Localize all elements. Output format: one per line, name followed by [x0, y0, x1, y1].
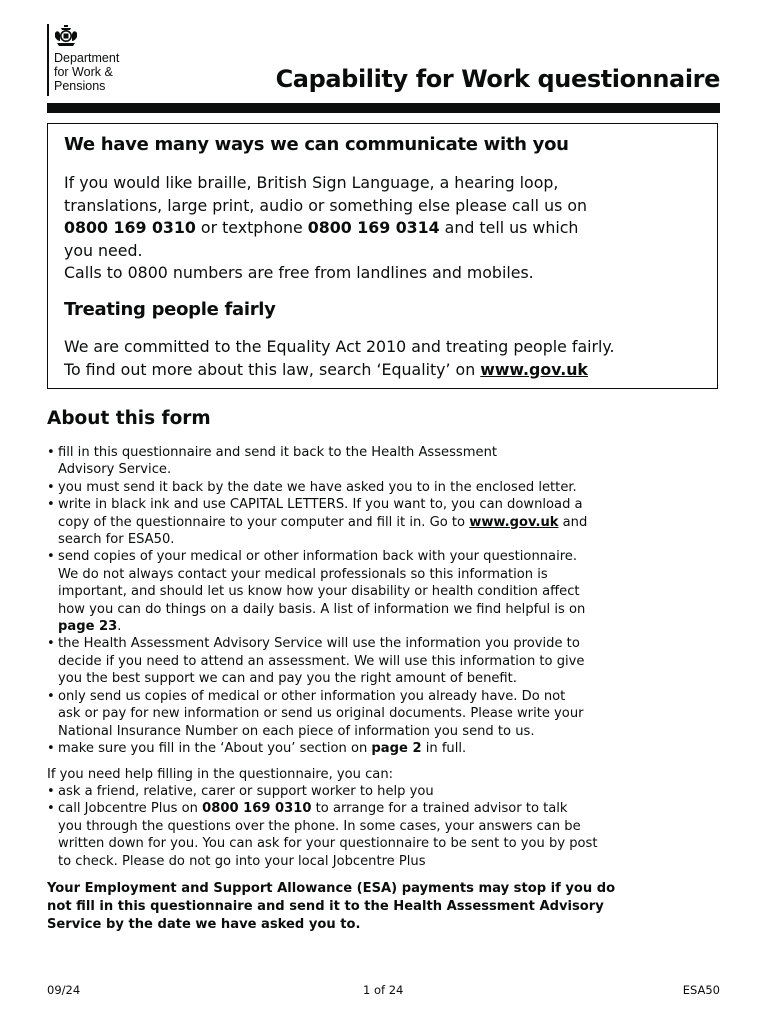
text-segment: call Jobcentre Plus on	[58, 801, 203, 817]
text-line: We do not always contact your medical professionals so this information is	[58, 566, 548, 582]
phone-number: 0800 169 0310	[64, 218, 196, 237]
list-item	[47, 496, 647, 548]
list-item	[47, 783, 647, 800]
text-line	[58, 514, 647, 531]
text-segment: to arrange for a trained advisor to talk	[311, 801, 568, 817]
text-line: • only send us copies of medical or other information you already have. Do not	[58, 688, 566, 704]
text-segment: copy of the questionnaire to your computer and fill it in. Go to	[58, 514, 470, 530]
communication-paragraph	[64, 172, 664, 262]
text-line: • ask a friend, relative, carer or support worker to help you	[58, 784, 434, 799]
text-line: We are committed to the Equality Act 2010 and treating people fairly.	[64, 337, 615, 356]
communication-heading: We have many ways we can communicate with you	[64, 134, 569, 155]
text-line	[58, 618, 647, 635]
text-segment: or textphone	[195, 218, 308, 237]
logo-rule	[47, 24, 49, 96]
about-heading: About this form	[47, 408, 211, 429]
fairness-paragraph	[64, 336, 664, 381]
text-line: how you can do things on a daily basis. A list of information we find helpful is on	[58, 601, 586, 617]
text-line	[58, 800, 647, 817]
list-item	[47, 740, 647, 757]
text-line: • write in black ink and use CAPITAL LETTERS. If you want to, you can download a	[58, 497, 583, 513]
text-line: ask or pay for new information or send us original documents. Please write your	[58, 706, 584, 722]
gov-uk-link[interactable]: www.gov.uk	[469, 514, 559, 530]
department-line: Pensions	[54, 79, 106, 93]
list-item	[47, 688, 647, 740]
page-reference: page 2	[371, 740, 422, 756]
royal-crest-icon	[53, 24, 79, 48]
fairness-heading: Treating people fairly	[64, 299, 276, 320]
list-item	[47, 479, 647, 496]
text-segment: .	[117, 619, 122, 635]
text-line: to check. Please do not go into your local Jobcentre Plus	[58, 853, 426, 869]
text-line	[64, 217, 664, 240]
help-list	[47, 783, 647, 870]
text-line: you need.	[64, 240, 143, 260]
form-code: ESA50	[682, 983, 720, 997]
text-line: • you must send it back by the date we have asked you to in the enclosed letter.	[58, 479, 577, 495]
text-line: • fill in this questionnaire and send it back to the Health Assessment	[58, 445, 497, 460]
phone-number: 0800 169 0310	[202, 801, 312, 817]
text-line: important, and should let us know how your disability or health condition affect	[58, 584, 580, 600]
text-line	[64, 359, 664, 382]
dwp-logo	[47, 24, 147, 99]
textphone-number: 0800 169 0314	[307, 218, 440, 237]
text-line: If you would like braille, British Sign Language, a hearing loop,	[64, 173, 559, 192]
page-reference: page 23	[58, 619, 118, 635]
page-number: 1 of 24	[363, 983, 404, 997]
free-calls-note	[64, 262, 664, 285]
list-item	[47, 444, 647, 479]
text-line: Advisory Service.	[58, 462, 172, 478]
text-line: you through the questions over the phone. In some cases, your answers can be	[58, 818, 581, 834]
payment-warning	[47, 880, 615, 934]
department-name	[54, 51, 119, 93]
text-segment: To find out more about this law, search ‘Equality’ on	[64, 359, 481, 379]
text-segment: and	[558, 514, 588, 530]
help-intro: If you need help filling in the questionnaire, you can:	[47, 767, 394, 782]
text-line	[58, 740, 647, 757]
communication-info-box	[47, 123, 718, 389]
gov-uk-link[interactable]: www.gov.uk	[480, 359, 588, 379]
list-item	[47, 548, 647, 635]
list-item	[47, 800, 647, 870]
department-line: for Work &	[54, 65, 113, 79]
text-line: • the Health Assessment Advisory Service will use the information you provide to	[58, 636, 580, 652]
title-divider	[47, 103, 720, 113]
text-line: Calls to 0800 numbers are free from landlines and mobiles.	[64, 263, 534, 282]
text-line: written down for you. You can ask for your questionnaire to be sent to you by post	[58, 836, 598, 852]
text-line: National Insurance Number on each piece of information you send to us.	[58, 723, 535, 739]
text-line: Service by the date we have asked you to.	[47, 917, 361, 932]
text-line: search for ESA50.	[58, 532, 175, 548]
text-line: Your Employment and Support Allowance (ESA) payments may stop if you do	[47, 881, 616, 896]
text-line: translations, large print, audio or something else please call us on	[64, 195, 588, 215]
instructions-list	[47, 444, 647, 757]
text-line: you the best support we can and pay you the right amount of benefit.	[58, 671, 517, 687]
text-line: not fill in this questionnaire and send it to the Health Assessment Advisory	[47, 899, 604, 914]
document-title: Capability for Work questionnaire	[275, 65, 720, 93]
department-line: Department	[54, 51, 120, 65]
text-line: decide if you need to attend an assessment. We will use this information to give	[58, 653, 585, 669]
text-segment: make sure you fill in the ‘About you’ section on	[58, 740, 372, 756]
text-segment: and tell us which	[439, 218, 579, 237]
text-line: • send copies of your medical or other information back with your questionnaire.	[58, 549, 578, 565]
footer-date: 09/24	[47, 983, 81, 997]
text-segment: in full.	[421, 740, 467, 756]
list-item	[47, 635, 647, 687]
